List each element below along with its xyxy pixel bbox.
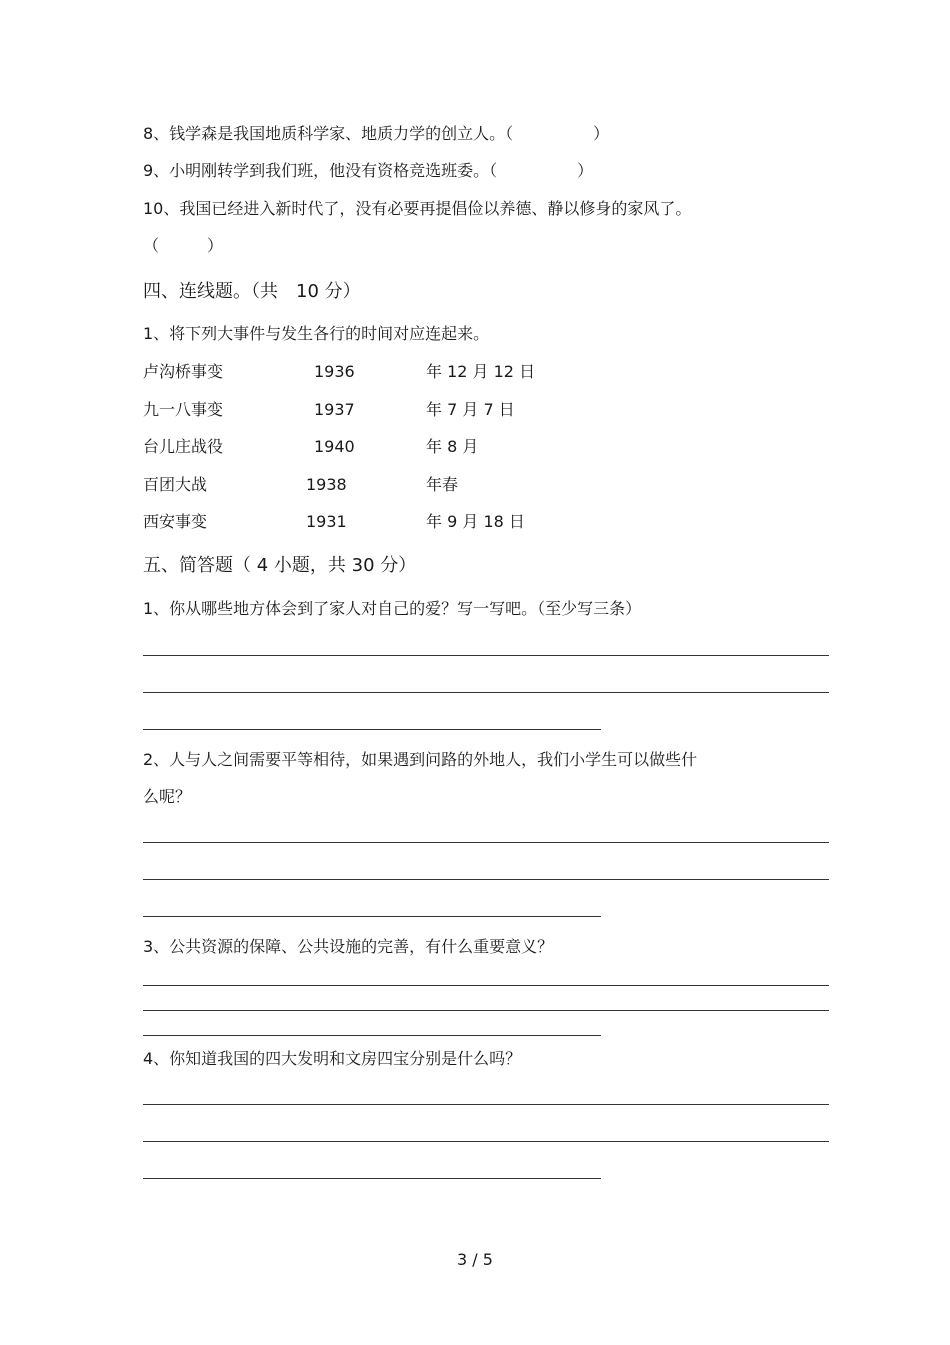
section-5-question-4: 4、你知道我国的四大发明和文房四宝分别是什么吗？	[143, 1049, 522, 1068]
answer-line	[143, 1035, 601, 1036]
question-10-answer-blank: （ ）	[143, 236, 224, 255]
section-5-question-2-continued: 么呢？	[143, 787, 192, 806]
answer-line	[143, 692, 829, 693]
question-8: 8、钱学森是我国地质科学家、地质力学的创立人。（ ）	[143, 124, 610, 143]
page-number: 3 / 5	[457, 1250, 493, 1269]
answer-line	[143, 655, 829, 656]
date-item: 年 7 月 7 日	[426, 400, 515, 419]
year-item: 1936	[314, 362, 355, 381]
question-10: 10、我国已经进入新时代了，没有必要再提倡俭以养德、静以修身的家风了。	[143, 199, 692, 218]
section-5-heading: 五、简答题（ 4 小题，共 30 分）	[143, 555, 417, 576]
section-4-question-1: 1、将下列大事件与发生各行的时间对应连起来。	[143, 324, 490, 343]
answer-line	[143, 916, 601, 917]
date-item: 年春	[426, 475, 459, 494]
answer-line	[143, 729, 601, 730]
answer-line	[143, 1178, 601, 1179]
event-item: 九一八事变	[143, 400, 224, 419]
event-item: 西安事变	[143, 512, 208, 531]
answer-line	[143, 1104, 829, 1105]
year-item: 1940	[314, 437, 355, 456]
date-item: 年 12 月 12 日	[426, 362, 536, 381]
section-5-question-2: 2、人与人之间需要平等相待，如果遇到问路的外地人，我们小学生可以做些什	[143, 750, 698, 769]
answer-line	[143, 1010, 829, 1011]
year-item: 1937	[314, 400, 355, 419]
section-5-question-1: 1、你从哪些地方体会到了家人对自己的爱？写一写吧。（至少写三条）	[143, 599, 642, 618]
section-4-heading: 四、连线题。（共 10 分）	[143, 281, 361, 302]
year-item: 1938	[306, 475, 347, 494]
date-item: 年 8 月	[426, 437, 479, 456]
question-9: 9、小明刚转学到我们班，他没有资格竞选班委。（ ）	[143, 161, 594, 180]
answer-line	[143, 1141, 829, 1142]
event-item: 卢沟桥事变	[143, 362, 224, 381]
year-item: 1931	[306, 512, 347, 531]
answer-line	[143, 842, 829, 843]
answer-line	[143, 985, 829, 986]
event-item: 百团大战	[143, 475, 208, 494]
section-5-question-3: 3、公共资源的保障、公共设施的完善，有什么重要意义？	[143, 937, 554, 956]
event-item: 台儿庄战役	[143, 437, 224, 456]
answer-line	[143, 879, 829, 880]
date-item: 年 9 月 18 日	[426, 512, 525, 531]
